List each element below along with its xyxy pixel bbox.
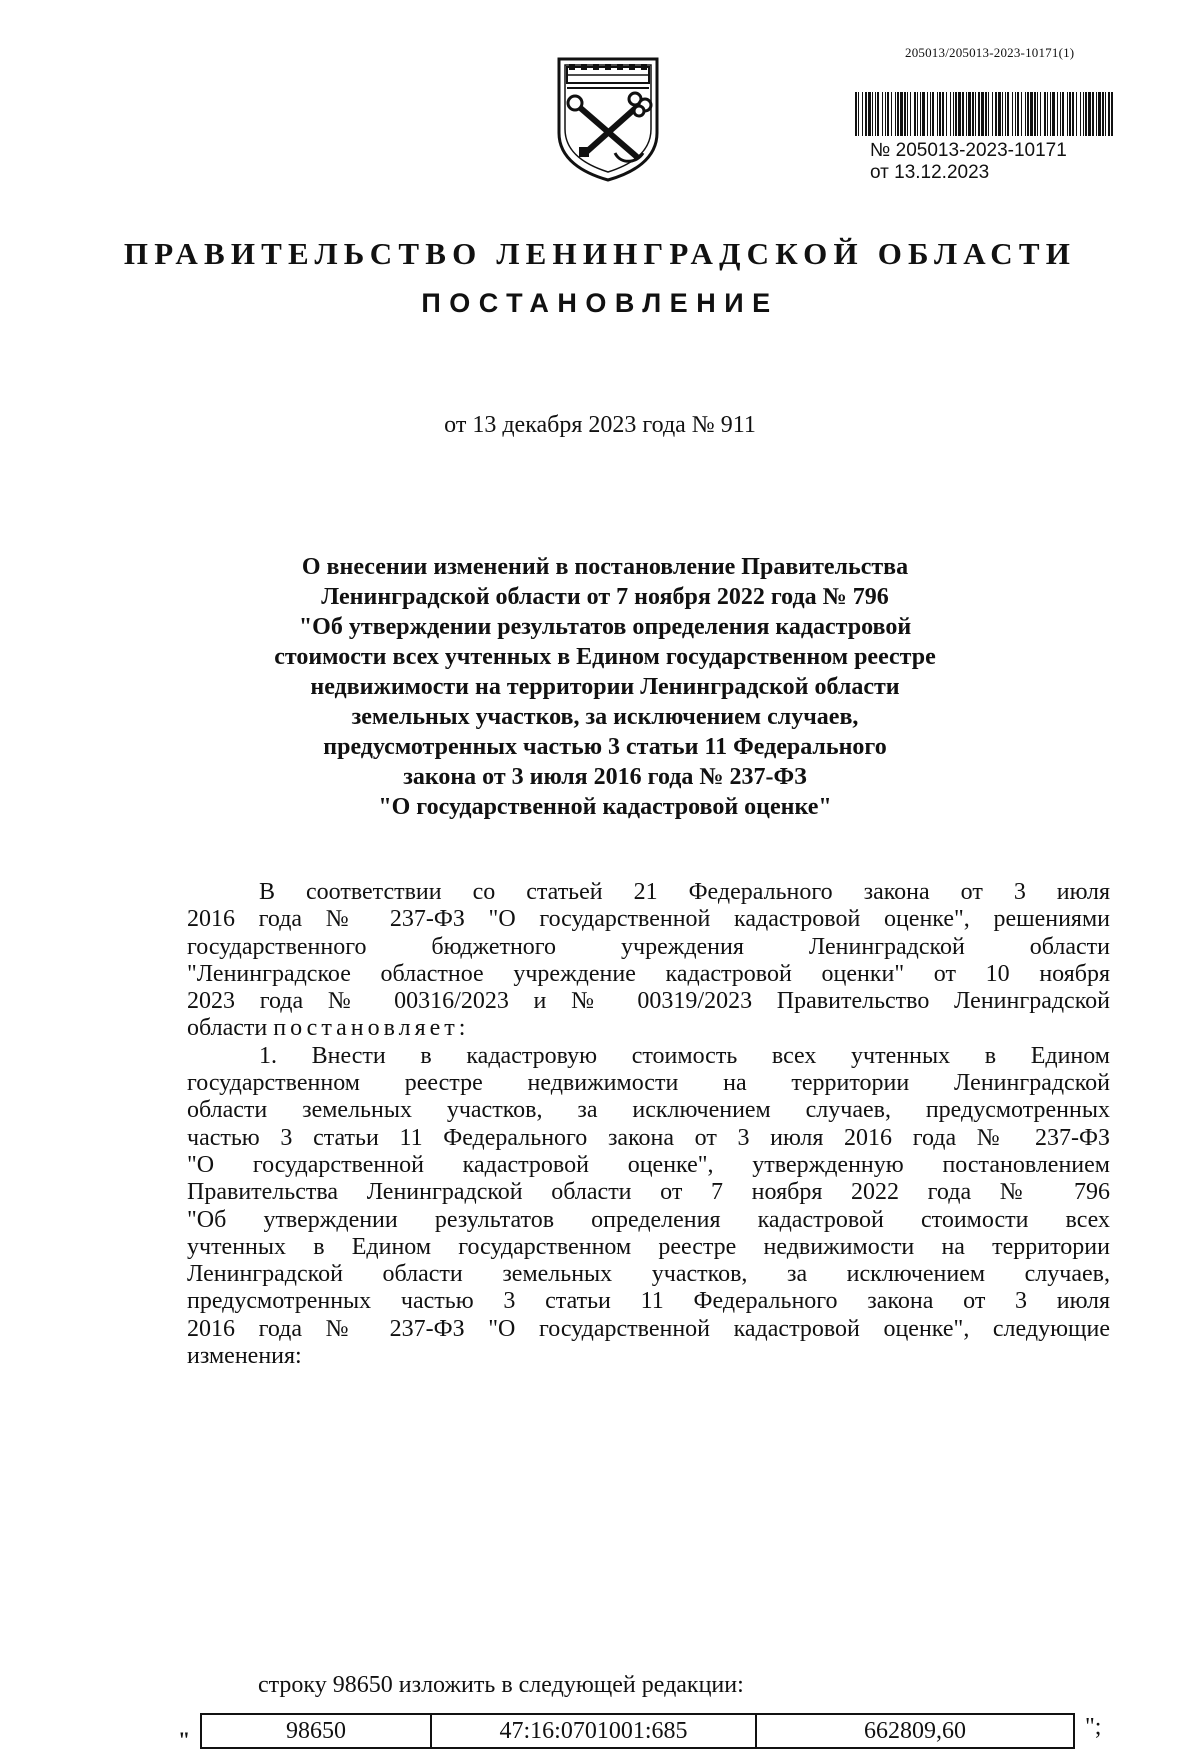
table-row	[201, 1714, 1074, 1748]
barcode	[855, 92, 1113, 136]
barcode-bar	[904, 92, 906, 136]
barcode-bar	[1027, 92, 1029, 136]
barcode-bar	[891, 92, 892, 136]
registration-stamp-top: 205013/205013-2023-10171(1)	[905, 45, 1075, 60]
barcode-bar	[1108, 92, 1110, 136]
cadastral-table	[200, 1713, 1075, 1749]
barcode-bar	[855, 92, 857, 136]
body-line: "О государственной кадастровой оценке", утвержденную постановлением	[187, 1151, 1110, 1178]
barcode-bar	[1002, 92, 1003, 136]
barcode-bar	[895, 92, 896, 136]
registration-date: от 13.12.2023	[870, 162, 990, 183]
barcode-bar	[1052, 92, 1055, 136]
barcode-bar	[995, 92, 997, 136]
barcode-bar	[937, 92, 938, 136]
title-line: недвижимости на территории Ленинградской области	[310, 674, 900, 700]
barcode-bar	[1092, 92, 1094, 136]
barcode-bar	[875, 92, 876, 136]
title-line: О внесении изменений в постановление Правительства	[301, 554, 909, 580]
leningrad-oblast-coat-of-arms	[553, 55, 663, 183]
barcode-bar	[955, 92, 957, 136]
body-line: "Об утверждении результатов определения кадастровой стоимости всех	[187, 1206, 1110, 1233]
barcode-bar	[1098, 92, 1101, 136]
government-name: ПРАВИТЕЛЬСТВО ЛЕНИНГРАДСКОЙ ОБЛАСТИ	[123, 236, 1077, 271]
body-line: Ленинградской области земельных участков, за исключением случаев,	[187, 1261, 1110, 1288]
barcode-bar	[972, 92, 974, 136]
barcode-bar	[887, 92, 889, 136]
barcode-bar	[962, 92, 964, 136]
decree-title	[245, 552, 965, 822]
body-line: 2023 года № 00316/2023 и № 00319/2023 Правительство Ленинградской	[187, 988, 1110, 1015]
barcode-bar	[1037, 92, 1038, 136]
barcode-bar	[1083, 92, 1084, 136]
cadastral-number-cell: 47:16:0701001:685	[431, 1714, 756, 1748]
body-line: частью 3 статьи 11 Федерального закона от 3 июля 2016 года № 237-ФЗ	[187, 1124, 1110, 1151]
barcode-bar	[907, 92, 908, 136]
title-line: "Об утверждении результатов определения кадастровой	[298, 614, 912, 640]
body-line: области земельных участков, за исключением случаев, предусмотренных	[187, 1097, 1110, 1124]
barcode-bar	[868, 92, 871, 136]
title-line: предусмотренных частью 3 статьи 11 Федерального	[323, 734, 887, 760]
barcode-bar	[1105, 92, 1106, 136]
barcode-bar	[1096, 92, 1097, 136]
barcode-bar	[1017, 92, 1019, 136]
barcode-bar	[953, 92, 954, 136]
barcode-bar	[992, 92, 993, 136]
title-line: закона от 3 июля 2016 года № 237-ФЗ	[403, 764, 807, 790]
body-line-resolves	[187, 1015, 1110, 1042]
barcode-bar	[1057, 92, 1058, 136]
barcode-bar	[1080, 92, 1081, 136]
body-line: государственного бюджетного учреждения Ленинградской области	[187, 933, 1110, 960]
barcode-bar	[1007, 92, 1009, 136]
barcode-bar	[1044, 92, 1046, 136]
barcode-bar	[1085, 92, 1087, 136]
body-line: Правительства Ленинградской области от 7 ноября 2022 года № 796	[187, 1179, 1110, 1206]
barcode-bar	[939, 92, 941, 136]
barcode-bar	[862, 92, 863, 136]
barcode-bar	[1076, 92, 1077, 136]
barcode-bar	[1069, 92, 1071, 136]
barcode-bar	[914, 92, 916, 136]
barcode-bar	[975, 92, 976, 136]
decree-date-number: от 13 декабря 2023 года № 911	[444, 412, 756, 438]
barcode-bar	[930, 92, 931, 136]
barcode-bar	[968, 92, 971, 136]
barcode-bar	[900, 92, 903, 136]
barcode-bar	[885, 92, 886, 136]
barcode-bar	[1102, 92, 1104, 136]
barcode-bar	[1088, 92, 1091, 136]
barcode-bar	[966, 92, 967, 136]
barcode-bar	[858, 92, 859, 136]
barcode-bar	[998, 92, 1001, 136]
barcode-bar	[1060, 92, 1061, 136]
title-line: земельных участков, за исключением случаев,	[351, 704, 859, 730]
barcode-bar	[1012, 92, 1013, 136]
title-line: Ленинградской области от 7 ноября 2022 года № 796	[321, 584, 889, 610]
body-line: изменения:	[187, 1343, 302, 1370]
body-line: 1. Внести в кадастровую стоимость всех учтенных в Едином	[259, 1042, 1110, 1069]
barcode-bar	[978, 92, 980, 136]
body-line: предусмотренных частью 3 статьи 11 Федерального закона от 3 июля	[187, 1288, 1110, 1315]
barcode-bar	[988, 92, 989, 136]
barcode-bar	[942, 92, 944, 136]
decree-body	[187, 879, 1110, 1370]
title-line: стоимости всех учтенных в Едином государственном реестре	[274, 644, 936, 670]
row-instruction: строку 98650 изложить в следующей редакции:	[258, 1672, 744, 1698]
body-line: 2016 года № 237-ФЗ "О государственной кадастровой оценке", следующие	[187, 1315, 1110, 1342]
barcode-bar	[1111, 92, 1113, 136]
table-open-quote: "	[178, 1727, 191, 1752]
body-line: "Ленинградское областное учреждение кадастровой оценки" от 10 ноября	[187, 960, 1110, 987]
barcode-bar	[882, 92, 883, 136]
title-line: "О государственной кадастровой оценке"	[378, 794, 832, 820]
barcode-bar	[1030, 92, 1033, 136]
barcode-bar	[1050, 92, 1051, 136]
barcode-bar	[1015, 92, 1016, 136]
barcode-bar	[1067, 92, 1068, 136]
barcode-bar	[1040, 92, 1041, 136]
body-line: государственном реестре недвижимости на территории Ленинградской	[187, 1070, 1110, 1097]
barcode-bar	[897, 92, 899, 136]
barcode-bar	[1072, 92, 1074, 136]
barcode-bar	[927, 92, 928, 136]
barcode-bar	[1062, 92, 1064, 136]
barcode-bar	[1021, 92, 1022, 136]
barcode-bar	[946, 92, 947, 136]
barcode-bar	[920, 92, 921, 136]
registration-block	[870, 140, 1067, 184]
barcode-bar	[1034, 92, 1036, 136]
document-type: ПОСТАНОВЛЕНИЕ	[421, 288, 779, 318]
barcode-bar	[1025, 92, 1026, 136]
barcode-bar	[872, 92, 873, 136]
barcode-bar	[1005, 92, 1006, 136]
barcode-bar	[1047, 92, 1048, 136]
resolves-word: постановляет:	[273, 1015, 470, 1042]
resolves-prefix: области	[187, 1015, 274, 1042]
barcode-bar	[865, 92, 867, 136]
barcode-bar	[877, 92, 879, 136]
barcode-bar	[910, 92, 911, 136]
barcode-bar	[917, 92, 918, 136]
barcode-bar	[932, 92, 934, 136]
barcode-bar	[950, 92, 951, 136]
barcode-bar	[922, 92, 925, 136]
barcode-bar	[981, 92, 984, 136]
body-line: учтенных в Едином государственном реестре недвижимости на территории	[187, 1233, 1110, 1260]
table-close-quote: ";	[1085, 1714, 1102, 1740]
barcode-bar	[985, 92, 987, 136]
registration-number: № 205013-2023-10171	[870, 140, 1067, 161]
cadastral-value-cell: 662809,60	[756, 1714, 1074, 1748]
body-line: 2016 года № 237-ФЗ "О государственной кадастровой оценке", решениями	[187, 906, 1110, 933]
body-line: В соответствии со статьей 21 Федерального закона от 3 июля	[259, 879, 1110, 905]
barcode-bar	[958, 92, 961, 136]
row-number-cell: 98650	[201, 1714, 431, 1748]
